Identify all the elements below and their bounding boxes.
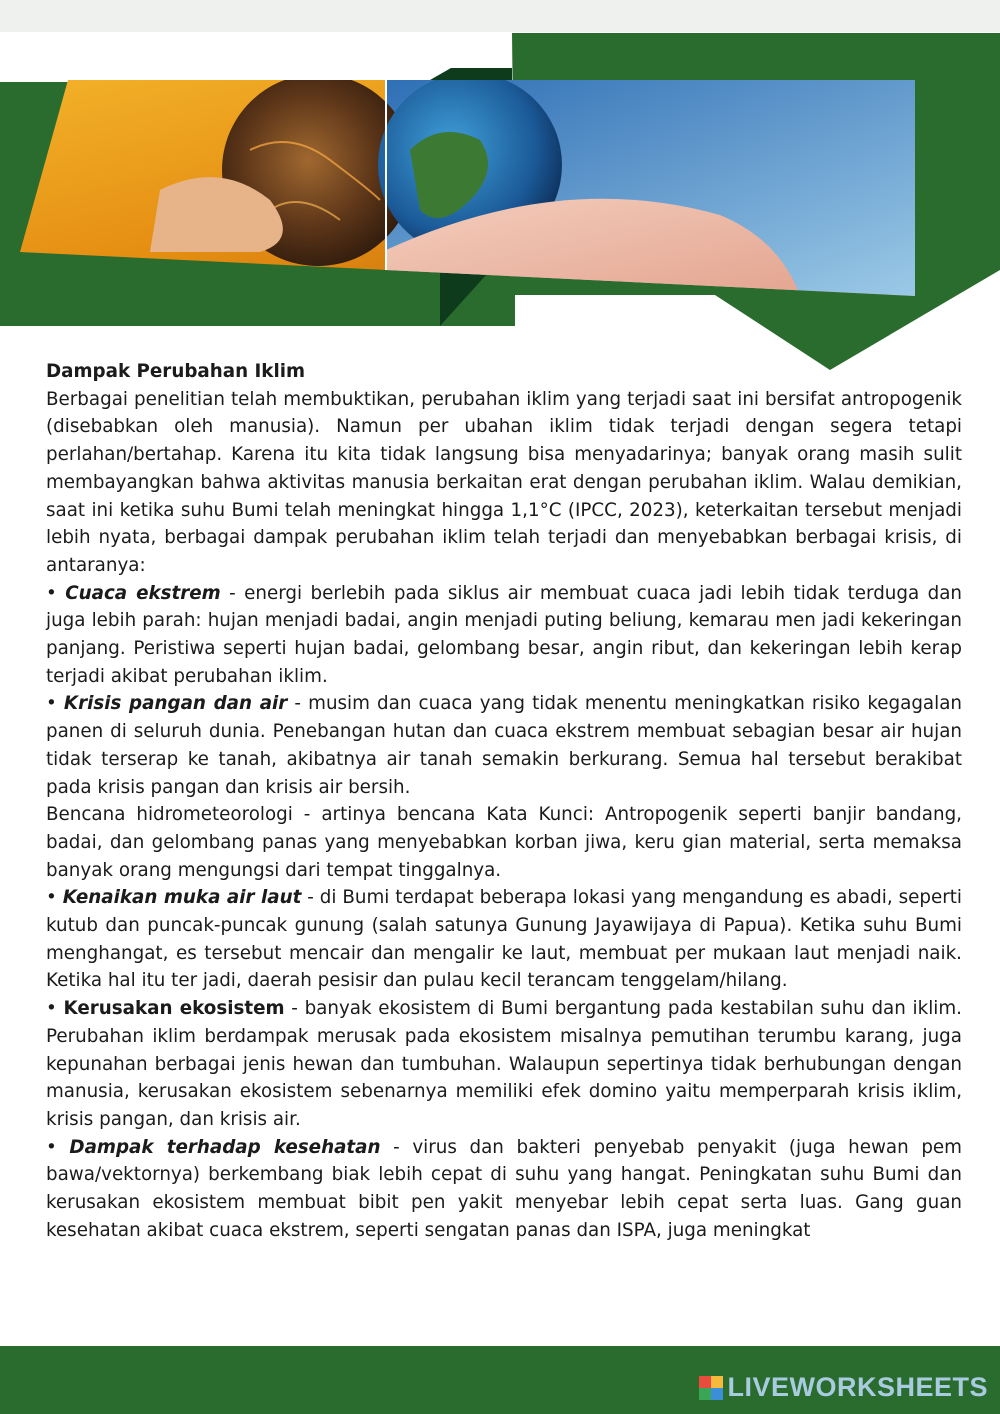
- item-kerusakan-ekosistem: • Kerusakan ekosistem - banyak ekosistem di Bumi bergantung pada kestabilan suhu dan iklim. Perubahan iklim berdampak merusak pada ekosistem misalnya pemutihan terumbu karang, juga kepunahan berbagai jenis hewan dan tumbuhan. Walaupun sepertinya tidak berhubungan dengan manusia, kerusakan ekosistem sebenarnya memiliki efek domino yaitu memperparah krisis iklim, krisis pangan, dan krisis air.: [46, 998, 962, 1130]
- term-label: Krisis pangan dan air: [63, 693, 288, 715]
- term-label: Kenaikan muka air laut: [62, 887, 302, 909]
- page-title: Dampak Perubahan Iklim: [46, 361, 306, 382]
- brand-logo[interactable]: [699, 1372, 988, 1403]
- term-label: Kerusakan ekosistem: [63, 998, 285, 1020]
- header-banner: [0, 0, 1000, 380]
- brand-name: LIVEWORKSHEETS: [727, 1372, 988, 1402]
- item-cuaca-ekstrem: • Cuaca ekstrem - energi berlebih pada siklus air membuat cuaca jadi lebih tidak terduga dan juga lebih parah: hujan menjadi badai, angin menjadi puting beliung, kemarau men jadi kekeringan panjang. Peristiwa seperti hujan badai, gelombang besar, angin ribut, dan kekeringan lebih kerap terjadi akibat perubahan iklim.: [46, 582, 962, 687]
- term-label: Dampak terhadap kesehatan: [69, 1136, 381, 1158]
- intro-paragraph: Berbagai penelitian telah membuktikan, perubahan iklim yang terjadi saat ini bersifat antropogenik (disebabkan oleh manusia). Namun per ubahan iklim tidak terjadi dengan segera tetapi perlahan/bertahap. Karena itu kita tidak langsung bisa menyadarinya; banyak orang masih sulit membayangkan bahwa aktivitas manusia berkaitan erat dengan perubahan iklim. Walau demikian, saat ini ketika suhu Bumi telah meningkat hingga 1,1°C (IPCC, 2023), keterkaitan tersebut menjadi lebih nyata, berbagai dampak perubahan iklim telah terjadi dan menyebabkan berbagai krisis, di antaranya:: [46, 388, 962, 576]
- item-krisis-pangan: • Krisis pangan dan air - musim dan cuaca yang tidak menentu meningkatkan risiko kegagalan panen di seluruh dunia. Penebangan hutan dan cuaca ekstrem membuat sebagian besar air hujan tidak terserap ke tanah, akibatnya air tanah semakin berkurang. Semua hal tersebut berakibat pada krisis pangan dan krisis air bersih.: [46, 693, 962, 798]
- liveworksheets-icon: [699, 1376, 723, 1400]
- item-kenaikan-muka-air-laut: • Kenaikan muka air laut - di Bumi terdapat beberapa lokasi yang mengandung es abadi, seperti kutub dan puncak-puncak gunung (salah satunya Gunung Jayawijaya di Papua). Ketika suhu Bumi menghangat, es tersebut mencair dan mengalir ke laut, membuat per mukaan laut menjadi naik. Ketika hal itu ter jadi, daerah pesisir dan pulau kecil terancam tenggelam/hilang.: [46, 887, 962, 992]
- article-body: [46, 358, 962, 1245]
- item-bencana-hidrometeorologi: Bencana hidrometeorologi - artinya bencana Kata Kunci: Antropogenik seperti banjir bandang, badai, dan gelombang panas yang menyebabkan korban jiwa, keru gian material, serta memaksa banyak orang mengungsi dari tempat tinggalnya.: [46, 804, 962, 881]
- item-dampak-kesehatan: • Dampak terhadap kesehatan - virus dan bakteri penyebab penyakit (juga hewan pem bawa/vektornya) berkembang biak lebih cepat di suhu yang hangat. Peningkatan suhu Bumi dan kerusakan ekosistem membuat bibit pen yakit menyebar lebih cepat serta luas. Gang guan kesehatan akibat cuaca ekstrem, seperti sengatan panas dan ISPA, juga meningkat: [46, 1136, 962, 1241]
- term-label: Cuaca ekstrem: [65, 582, 221, 604]
